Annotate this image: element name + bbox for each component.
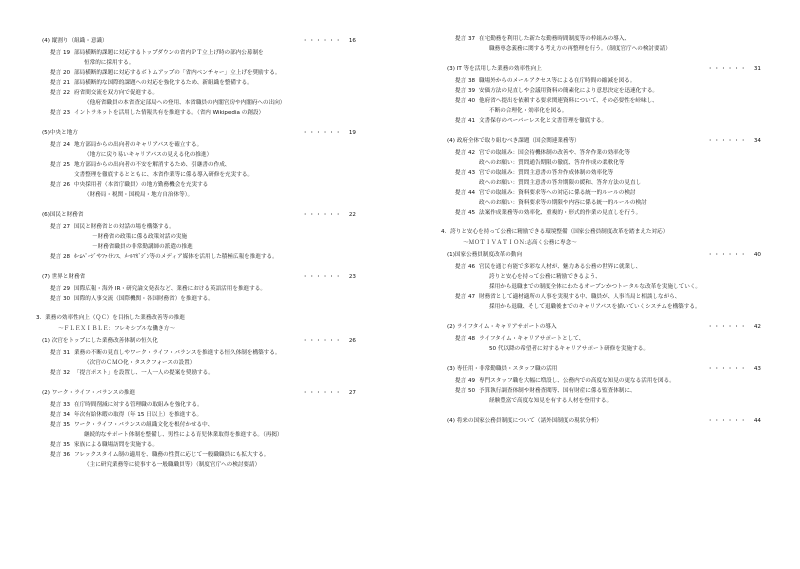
page-number: 44 [753, 418, 761, 424]
heading-title: (5)中央と地方 [42, 130, 78, 136]
proposal-label: 提言 31 [50, 350, 71, 356]
proposal-text: 国民と財務省との対話の場を構築する。 [74, 224, 175, 230]
page-number: 26 [348, 338, 356, 344]
proposal-line [36, 68, 356, 78]
proposal-text: 不断の合理化・効率化を図る。 [489, 108, 568, 114]
proposal-text: ライフタイム・キャリアサポートとして、 [479, 336, 585, 342]
proposal-text: 職場外からのメールアクセス等による在庁時間の縮減を図る。 [479, 78, 636, 84]
page-number: 31 [753, 66, 761, 72]
heading-title: (3) 専任用・非常勤職員・スタッフ職の活用 [447, 366, 558, 372]
proposal-text: 誇りと安心を持って公務に精励できるよう、 [489, 274, 601, 280]
heading-title: (1) 次官をトップにした業務改善体制の恒久化 [42, 338, 158, 344]
page-number: 42 [753, 324, 761, 330]
proposal-text: 地方部局からの出向者の不安を解消するため、引継書の作成、 [74, 162, 231, 168]
proposal-text: 政へのお願い：資料要求等の期限や内容に係る統一的ルールの検討 [479, 200, 647, 206]
proposal-text: 職務専念義務に関する考え方の再整理を行う。（制度官庁への検討要請） [489, 46, 671, 52]
leader-dots: ・・・・・・ [302, 212, 342, 218]
proposal-text: 安価方法の見直しや会議用資料の簡素化により意思決定を迅速化する。 [479, 88, 659, 94]
toc-heading [441, 248, 761, 262]
heading-title: (1)国家公務員制度改革の動向 [447, 252, 523, 258]
section-subtitle [441, 238, 761, 248]
spacer [36, 118, 356, 126]
proposal-text: 国際広報・海外 IR・研究論文発表など、業務における英語活用を推進する。 [74, 286, 266, 292]
proposal-line [36, 430, 356, 440]
proposal-line [441, 34, 761, 44]
proposal-text: 政へのお願い：質問主意書の答弁期限の緩和、答弁方法の見直し [479, 180, 642, 186]
proposal-line [441, 386, 761, 396]
toc-heading [441, 320, 761, 334]
proposal-line [441, 344, 761, 354]
section-title [441, 226, 761, 238]
page-number: 23 [348, 274, 356, 280]
spacer [36, 304, 356, 312]
proposal-label: 提言 32 [50, 370, 71, 376]
proposal-text: 家族による職場訪問を実施する。 [74, 442, 158, 448]
proposal-line [441, 116, 761, 126]
proposal-line [441, 148, 761, 158]
proposal-text: （地方に戻り易いキャリアパスの見える化の推進） [84, 152, 213, 158]
proposal-line [36, 400, 356, 410]
toc-heading [441, 134, 761, 148]
proposal-text: 50 代以降の希望者に対するキャリアサポート研修を実施する。 [489, 346, 649, 352]
subtitle-text: ～ＦＬＥＸＩＢＬＥ：フレキシブルな働き方～ [58, 326, 175, 332]
proposal-label: 提言 48 [455, 336, 476, 342]
proposal-label: 提言 49 [455, 378, 476, 384]
heading-title: (4) 将来の国家公務員制度について（諸外国制度の現状分析） [447, 418, 603, 424]
proposal-line [36, 58, 356, 68]
proposal-line [36, 190, 356, 200]
toc-heading [36, 208, 356, 222]
proposal-line [36, 88, 356, 98]
proposal-line [441, 96, 761, 106]
proposal-line [441, 208, 761, 218]
spacer [36, 200, 356, 208]
heading-title: (6)国民と財務省 [42, 212, 84, 218]
section-title [36, 312, 356, 324]
proposal-line [36, 78, 356, 88]
proposal-line [36, 252, 356, 262]
proposal-line [441, 334, 761, 344]
leader-dots: ・・・・・・ [707, 66, 747, 72]
proposal-text: 在庁時間削減に対する管理職の取組みを強化する。 [74, 402, 203, 408]
toc-heading [36, 334, 356, 348]
heading-title: (4) 縦割り（組織・意識） [42, 38, 108, 44]
proposal-line [36, 48, 356, 58]
page-number: 22 [348, 212, 356, 218]
page-number: 27 [348, 390, 356, 396]
heading-title: (7) 世界と財務省 [42, 274, 86, 280]
proposal-line [441, 188, 761, 198]
proposal-text: 継続的なサポート体制を整備し、男性による育児休業取得を推進する。（再掲） [84, 432, 283, 438]
proposal-label: 提言 24 [50, 142, 71, 148]
proposal-line [441, 302, 761, 312]
proposal-text: 府省間交流を双方向で促進する。 [74, 90, 158, 96]
proposal-line [36, 180, 356, 190]
proposal-text: イントラネットを活用した情報共有を推進する。（省内 Wikipedia の創設） [74, 110, 265, 116]
page-number: 40 [753, 252, 761, 258]
leader-dots: ・・・・・・ [302, 274, 342, 280]
proposal-line [441, 262, 761, 272]
proposal-label: 提言 29 [50, 286, 71, 292]
proposal-text: 文書保存のペーパーレス化と文書管理を徹底する。 [479, 118, 608, 124]
subtitle-text: ～ＭＯＴＩＶＡＴＩＯＮ:志高く公務に専念～ [463, 240, 577, 246]
proposal-line [36, 108, 356, 118]
proposal-line [36, 150, 356, 160]
proposal-line [36, 222, 356, 232]
spacer [441, 54, 761, 62]
left-column [36, 34, 356, 470]
proposal-text: 官での取組み：国会待機体制の改善や、答弁作業の効率化等 [479, 150, 630, 156]
proposal-text: （主に研究業務等に従事する一般職職員等）（制度官庁への検討要請） [84, 462, 261, 468]
proposal-line [441, 376, 761, 386]
proposal-text: 経験豊富で高度な知見を有する人材を登用する。 [489, 398, 613, 404]
proposal-label: 提言 21 [50, 80, 71, 86]
proposal-text: （他府省職員の本省査定部局への登用、本省職員の内閣官房や内閣府への出向） [84, 100, 286, 106]
toc-heading [36, 386, 356, 400]
proposal-label: 提言 39 [455, 88, 476, 94]
proposal-text: 国際的人事交流（国際機関・各国財務省）を推進する。 [74, 296, 214, 302]
proposal-label: 提言 25 [50, 162, 71, 168]
proposal-text: ワーク・ライフ・バランスの組織文化を根付かせる中、 [74, 422, 214, 428]
proposal-line [441, 86, 761, 96]
leader-dots: ・・・・・・ [707, 366, 747, 372]
section-text: 3．業務の効率性向上（ＱＣ）を目指した業務改善等の推進 [36, 315, 185, 321]
page-number: 43 [753, 366, 761, 372]
proposal-label: 提言 30 [50, 296, 71, 302]
proposal-line [36, 450, 356, 460]
proposal-text: 予算執行調査体制や財務査閲等、国有財産に係る監査体制に、 [479, 388, 636, 394]
proposal-text: （財務局・税関・国税局・地方自治体等）。 [84, 192, 194, 198]
proposal-line [36, 232, 356, 242]
spacer [36, 378, 356, 386]
proposal-line [36, 440, 356, 450]
proposal-text: 他府省へ提出を依頼する要求関連資料について、その必要性を峠味し、 [479, 98, 658, 104]
leader-dots: ・・・・・・ [707, 418, 747, 424]
proposal-text: 地方部局からの出向者のキャリアパスを確立する。 [74, 142, 203, 148]
proposal-line [36, 294, 356, 304]
proposal-label: 提言 40 [455, 98, 476, 104]
proposal-text: 官での取組み：質問主意書の答弁作成体制の効率化等 [479, 170, 614, 176]
proposal-label: 提言 47 [455, 294, 476, 300]
toc-heading [441, 62, 761, 76]
proposal-label: 提言 38 [455, 78, 476, 84]
proposal-text: 法案作成業務等の効率化、重複的・形式的作業の見直しを行う。 [479, 210, 642, 216]
proposal-label: 提言 26 [50, 182, 71, 188]
proposal-text: 「提言ポスト」を設置し、一人一人の提案を奨励する。 [74, 370, 214, 376]
proposal-label: 提言 41 [455, 118, 476, 124]
proposal-label: 提言 34 [50, 412, 71, 418]
proposal-label: 提言 45 [455, 210, 476, 216]
heading-title: (4) 政府全体で取り組むべき課題（国会関連業務等） [447, 138, 580, 144]
proposal-label: 提言 23 [50, 110, 71, 116]
proposal-text: 専門スタッフ職を大幅に増設し、公務内での高度な知見の更なる活用を図る。 [479, 378, 675, 384]
proposal-label: 提言 28 [50, 254, 71, 260]
proposal-line [441, 168, 761, 178]
proposal-label: 提言 22 [50, 90, 71, 96]
proposal-text: 採用から退職、そして退職後までのキャリアパスを描いていくシステムを構築する。 [489, 304, 701, 310]
proposal-line [36, 410, 356, 420]
proposal-line [36, 420, 356, 430]
proposal-text: 中央採用者（本省庁職員）の地方勤務機会を充実する [74, 182, 209, 188]
proposal-text: 部局横断的課題に対応するボトムアップの「省内ベンチャー」立上げを奨励する。 [74, 70, 281, 76]
proposal-text: ﾎｰﾑﾍﾟｰｼﾞやﾌｧｲﾅﾝｽ、ﾒｰﾙﾏｶﾞｼﾞﾝ等のメディア媒体を活用した積極広報を推進する。 [74, 254, 278, 260]
proposal-text: 業務の不断の見直しやワーク・ライフ・バランスを推進する恒久体制を構築する。 [74, 350, 281, 356]
proposal-label: 提言 46 [455, 264, 476, 270]
proposal-label: 提言 19 [50, 50, 71, 56]
toc-heading [36, 126, 356, 140]
proposal-line [441, 282, 761, 292]
leader-dots: ・・・・・・ [707, 324, 747, 330]
proposal-line [441, 76, 761, 86]
heading-title: (2) ライフタイム・キャリアサポートの導入 [447, 324, 557, 330]
toc-heading [36, 270, 356, 284]
proposal-label: 提言 35 [50, 442, 71, 448]
proposal-text: 官での取組み：資料要求等への対応に係る統一的ルールの検討 [479, 190, 636, 196]
toc-heading [441, 414, 761, 428]
proposal-text: 年次有給休暇の取得（年 15 日以上）を推進する。 [74, 412, 203, 418]
heading-title: (3) IT 等を活用した業務の効率性向上 [447, 66, 542, 72]
proposal-line [441, 272, 761, 282]
toc-heading [36, 34, 356, 48]
proposal-text: 官民を通じ有能で多彩な人材が、魅力ある公務の世界に就業し、 [479, 264, 642, 270]
page-number: 19 [348, 130, 356, 136]
proposal-label: 提言 37 [455, 36, 476, 42]
proposal-text: －財務省の政策に係る政策対話の実施 [92, 234, 188, 240]
section-text: 4．誇りと安心を持って公務に精励できる環境整備（国家公務員制度改革を踏まえた対応） [441, 229, 669, 235]
proposal-label: 提言 43 [455, 170, 476, 176]
proposal-line [36, 140, 356, 150]
proposal-line [36, 170, 356, 180]
spacer [441, 126, 761, 134]
proposal-text: 文書整理を徹底するとともに、本省作業等に係る導入研修を充実する。 [74, 172, 254, 178]
proposal-text: 政へのお願い：質問通告期限の徹底、答弁作成の柔軟化等 [479, 160, 625, 166]
proposal-label: 提言 44 [455, 190, 476, 196]
spacer [441, 406, 761, 414]
proposal-line [441, 292, 761, 302]
proposal-line [36, 160, 356, 170]
proposal-label: 提言 42 [455, 150, 476, 156]
proposal-label: 提言 20 [50, 70, 71, 76]
proposal-line [36, 348, 356, 358]
proposal-line [441, 44, 761, 54]
proposal-text: 財務省として適材適所の人事を実現する中、職員が、人事当局と相談しながら、 [479, 294, 681, 300]
leader-dots: ・・・・・・ [302, 338, 342, 344]
proposal-line [36, 98, 356, 108]
section-subtitle [36, 324, 356, 334]
proposal-text: 部局横断的課題に対応するトップダウンの省内ＰＴ立上げ時の部内公募制を [74, 50, 264, 56]
leader-dots: ・・・・・・ [707, 138, 747, 144]
proposal-text: （次官のＣＭＯ化・タスクフォースの設置） [84, 360, 196, 366]
proposal-label: 提言 36 [50, 452, 71, 458]
proposal-line [36, 368, 356, 378]
spacer [441, 312, 761, 320]
proposal-label: 提言 33 [50, 402, 71, 408]
proposal-label: 提言 35 [50, 422, 71, 428]
proposal-text: 在宅勤務を利用した新たな勤務時間制度等の枠組みの導入、 [479, 36, 631, 42]
proposal-line [36, 284, 356, 294]
spacer [441, 218, 761, 226]
proposal-text: 部局横断的な国際的課題への対応を強化するため、新組織を整備する。 [74, 80, 253, 86]
proposal-text: フレックスタイム制の適用を、職務の性質に応じて一般職職員にも拡大する。 [74, 452, 270, 458]
page-number: 16 [348, 38, 356, 44]
proposal-text: 恒常的に採用する。 [84, 60, 135, 66]
proposal-line [441, 178, 761, 188]
proposal-label: 提言 50 [455, 388, 476, 394]
proposal-text: －財務省職員の非常勤講師の派遣の推進 [92, 244, 193, 250]
toc-heading [441, 362, 761, 376]
proposal-line [36, 242, 356, 252]
leader-dots: ・・・・・・ [302, 38, 342, 44]
proposal-text: 採用から退職までの制度全体にわたるオープンかつトータルな改革を実施していく。 [489, 284, 701, 290]
proposal-line [36, 358, 356, 368]
page-number: 34 [753, 138, 761, 144]
proposal-line [441, 396, 761, 406]
leader-dots: ・・・・・・ [707, 252, 747, 258]
leader-dots: ・・・・・・ [302, 390, 342, 396]
spacer [441, 354, 761, 362]
proposal-line [441, 198, 761, 208]
proposal-line [36, 460, 356, 470]
proposal-line [441, 106, 761, 116]
spacer [36, 262, 356, 270]
right-column [441, 34, 761, 428]
proposal-label: 提言 27 [50, 224, 71, 230]
heading-title: (2) ワーク・ライフ・バランスの推進 [42, 390, 136, 396]
proposal-line [441, 158, 761, 168]
leader-dots: ・・・・・・ [302, 130, 342, 136]
